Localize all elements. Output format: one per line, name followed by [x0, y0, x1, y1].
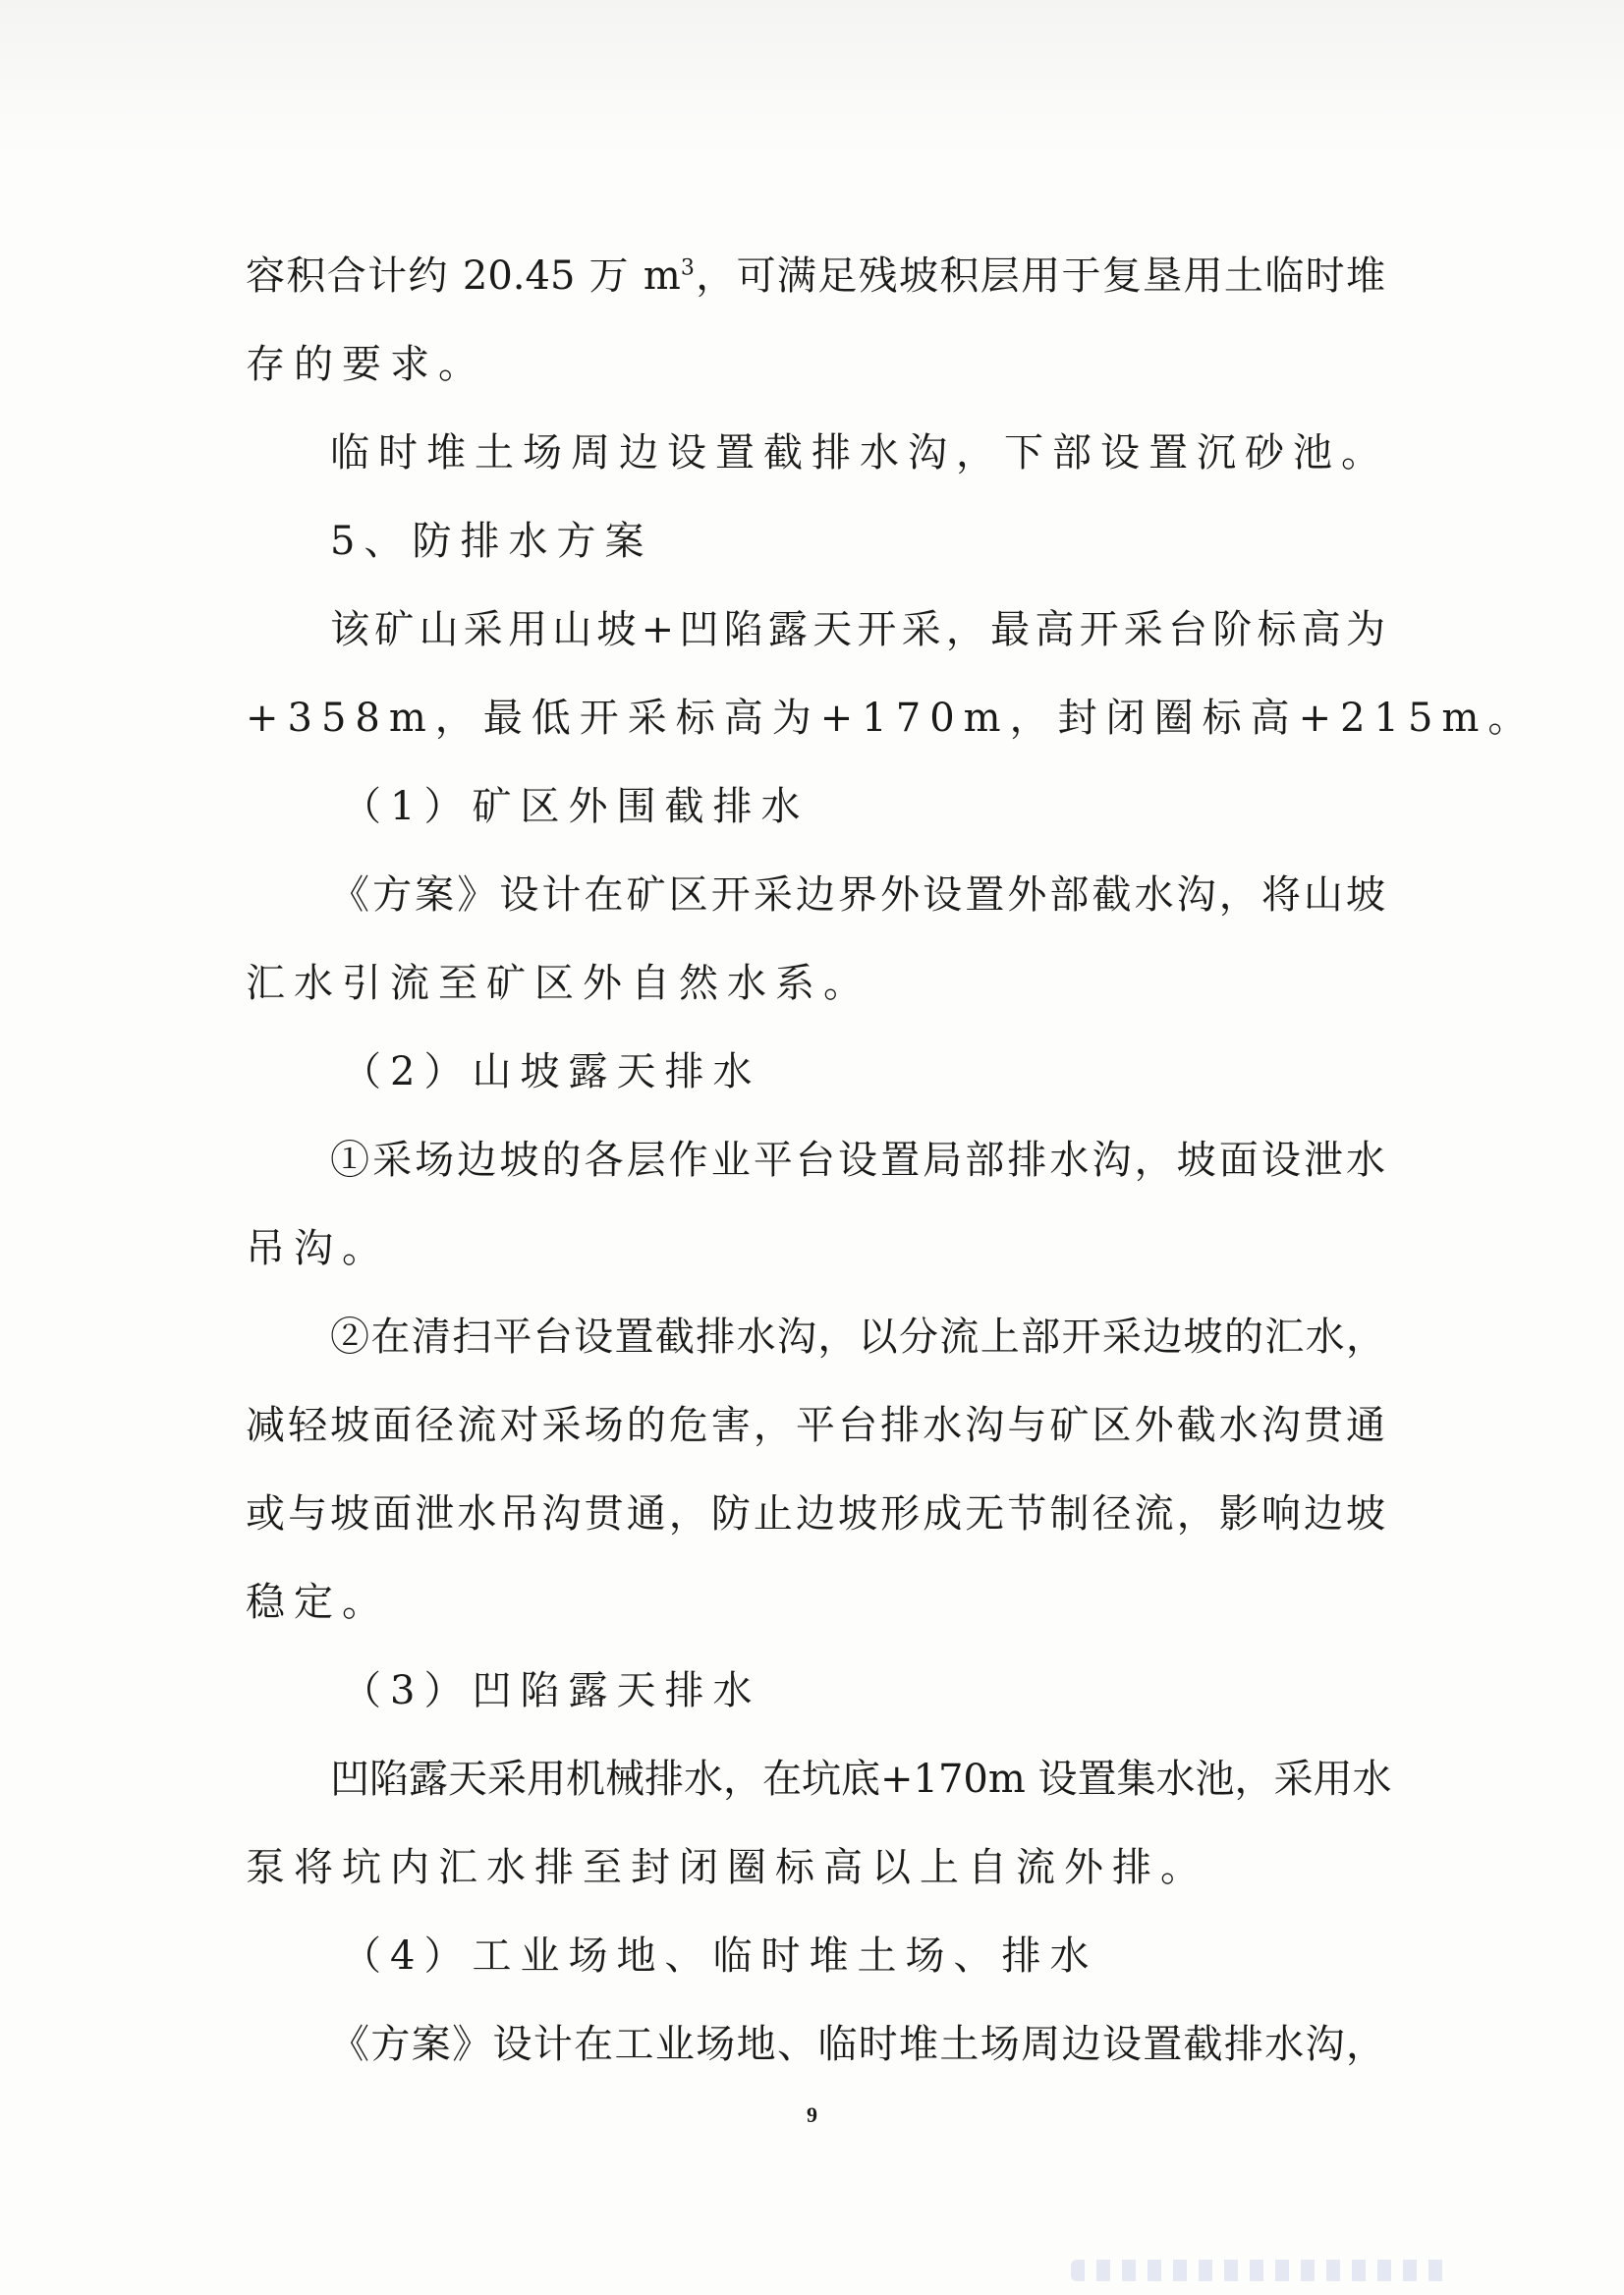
page-number: 9 [807, 2102, 817, 2127]
paragraph-line: ①采场边坡的各层作业平台设置局部排水沟，坡面设泄水 [330, 1138, 1385, 1183]
subsection-heading: （3）凹陷露天排水 [342, 1668, 761, 1713]
body-text [246, 241, 1537, 2098]
paragraph-line: 泵将坑内汇水排至封闭圈标高以上自流外排。 [246, 1845, 1208, 1890]
subsection-heading: （1）矿区外围截排水 [342, 784, 810, 829]
paragraph-line: 或与坡面泄水吊沟贯通，防止边坡形成无节制径流，影响边坡 [246, 1491, 1385, 1537]
paragraph-line: 《方案》设计在矿区开采边界外设置外部截水沟，将山坡 [330, 872, 1385, 918]
paragraph-line: +358m，最低开采标高为+170m，封闭圈标高+215m。 [246, 696, 1537, 741]
paragraph-line: 稳定。 [246, 1580, 390, 1625]
paragraph-line: 临时堆土场周边设置截排水沟，下部设置沉砂池。 [330, 430, 1389, 476]
paragraph-line: 《方案》设计在工业场地、临时堆土场周边设置截排水沟， [330, 2022, 1385, 2067]
paragraph-line: 该矿山采用山坡+凹陷露天开采，最高开采台阶标高为 [330, 607, 1385, 652]
paragraph-line: ②在清扫平台设置截排水沟，以分流上部开采边坡的汇水， [330, 1315, 1385, 1360]
paragraph-line: 减轻坡面径流对采场的危害，平台排水沟与矿区外截水沟贯通 [246, 1403, 1385, 1448]
subsection-heading: （2）山坡露天排水 [342, 1049, 761, 1094]
paragraph-line: 吊沟。 [246, 1226, 390, 1271]
subsection-heading: （4）工业场地、临时堆土场、排水 [342, 1933, 1098, 1979]
paragraph-line: 容积合计约 20.45 万 $m^3$，可满足残坡积层用于复垦用土临时堆 [246, 253, 1385, 299]
scan-artifact [1071, 2260, 1454, 2281]
paragraph-line: 凹陷露天采用机械排水，在坑底+170m 设置集水池，采用水 [330, 1757, 1392, 1802]
scan-shading [0, 0, 1624, 157]
paragraph-line: 存的要求。 [246, 342, 486, 387]
section-heading: 5、防排水方案 [330, 519, 653, 564]
paragraph-line: 汇水引流至矿区外自然水系。 [246, 961, 871, 1006]
